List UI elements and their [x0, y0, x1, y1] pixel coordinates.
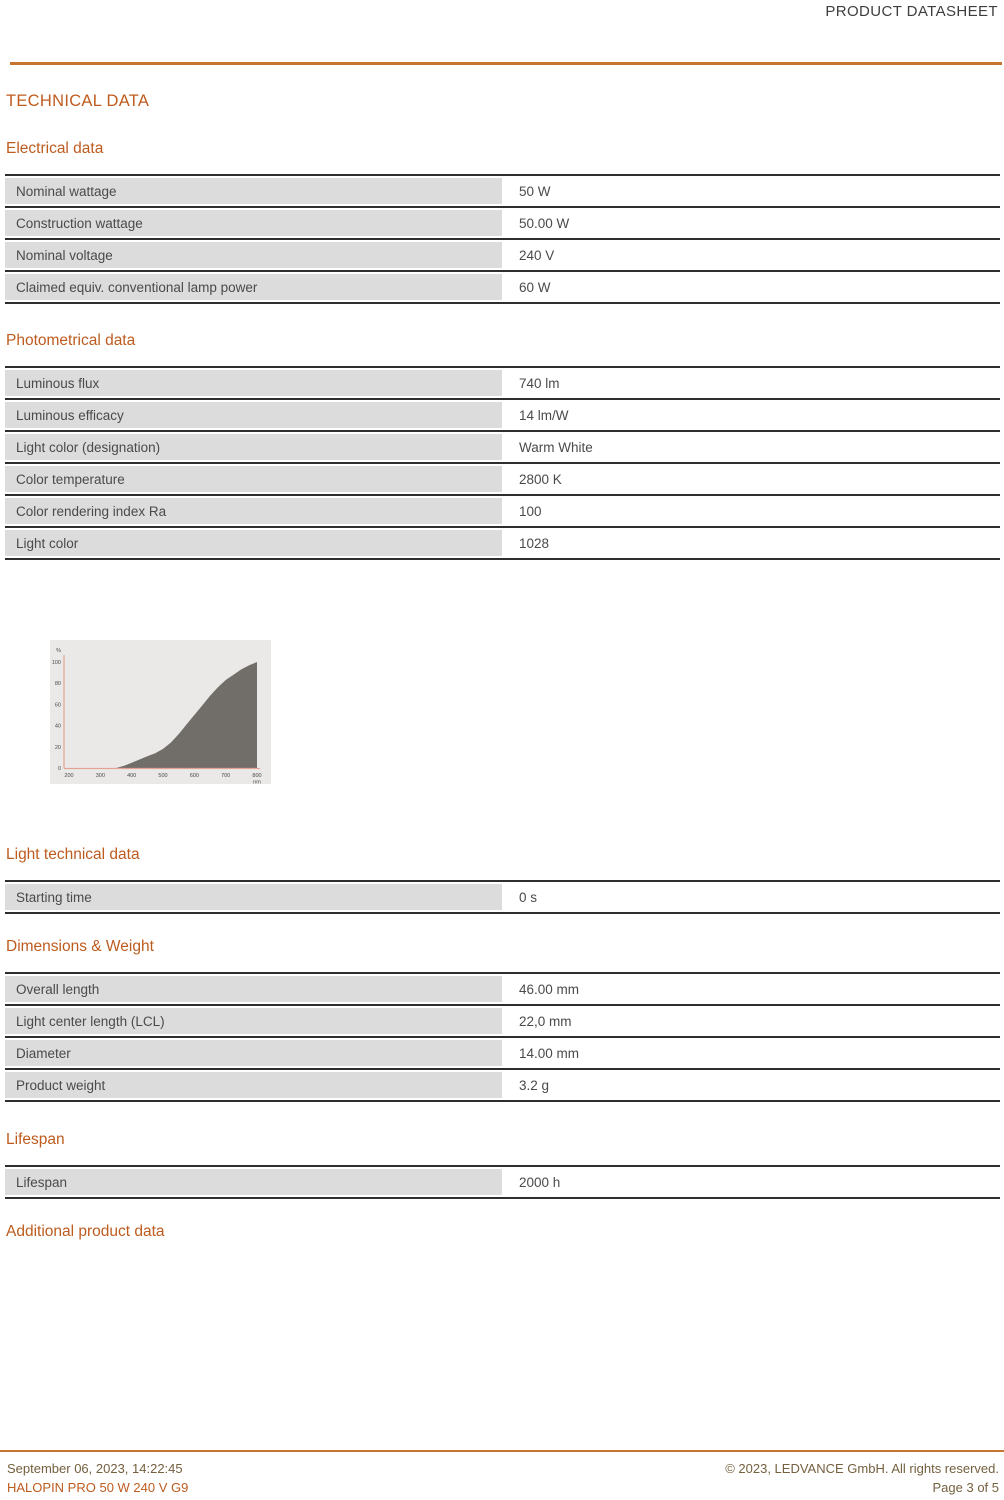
row-value: 60 W	[519, 279, 551, 295]
table-row	[5, 1038, 1000, 1070]
row-label: Product weight	[5, 1072, 502, 1098]
svg-text:400: 400	[127, 773, 137, 779]
section-heading-electrical: Electrical data	[6, 140, 104, 157]
page-footer	[0, 1450, 1004, 1498]
row-value: 3.2 g	[519, 1077, 550, 1093]
svg-text:500: 500	[158, 773, 168, 779]
light-technical-data-table	[5, 880, 1000, 914]
table-row	[5, 176, 1000, 208]
section-additional-product-data	[0, 1223, 1004, 1241]
table-row	[5, 464, 1000, 496]
section-heading-light-technical: Light technical data	[6, 846, 140, 863]
table-row	[5, 1006, 1000, 1038]
row-label: Lifespan	[5, 1169, 502, 1195]
section-light-technical-data	[0, 846, 1004, 914]
table-row	[5, 974, 1000, 1006]
table-row	[5, 1070, 1000, 1102]
row-label: Nominal voltage	[5, 242, 502, 268]
svg-text:800: 800	[252, 773, 262, 779]
row-value: Warm White	[519, 439, 593, 455]
row-label: Color temperature	[5, 466, 502, 492]
row-value: 100	[519, 503, 542, 519]
table-row	[5, 496, 1000, 528]
spectral-chart-svg	[50, 640, 271, 784]
row-value: 14.00 mm	[519, 1045, 580, 1061]
row-value: 14 lm/W	[519, 407, 569, 423]
footer-copyright: © 2023, LEDVANCE GmbH. All rights reserved.	[725, 1461, 999, 1477]
row-label: Luminous flux	[5, 370, 502, 396]
row-value: 0 s	[519, 889, 538, 905]
svg-text:%: %	[56, 648, 61, 654]
section-dimensions-weight	[0, 938, 1004, 1102]
row-value: 2000 h	[519, 1174, 561, 1190]
row-value: 46.00 mm	[519, 981, 580, 997]
section-photometrical-data	[0, 332, 1004, 560]
svg-text:20: 20	[54, 744, 61, 751]
row-value: 50.00 W	[519, 215, 570, 231]
lifespan-table	[5, 1165, 1000, 1199]
electrical-data-table	[5, 174, 1000, 304]
section-heading-additional: Additional product data	[6, 1223, 165, 1240]
row-value: 240 V	[519, 247, 555, 263]
svg-text:700: 700	[221, 773, 231, 779]
photometrical-data-table	[5, 366, 1000, 560]
svg-text:200: 200	[64, 773, 74, 779]
row-label: Light color (designation)	[5, 434, 502, 460]
svg-text:60: 60	[54, 702, 61, 709]
row-label: Color rendering index Ra	[5, 498, 502, 524]
section-heading-lifespan: Lifespan	[6, 1131, 65, 1148]
section-heading-dimensions: Dimensions & Weight	[6, 938, 154, 955]
table-row	[5, 368, 1000, 400]
dimensions-table	[5, 972, 1000, 1102]
row-label: Light center length (LCL)	[5, 1008, 502, 1034]
footer-product-name: HALOPIN PRO 50 W 240 V G9	[7, 1480, 189, 1496]
row-label: Light color	[5, 530, 502, 556]
row-label: Luminous efficacy	[5, 402, 502, 428]
row-value: 22,0 mm	[519, 1013, 572, 1029]
row-value: 1028	[519, 535, 550, 551]
svg-text:100: 100	[51, 660, 61, 666]
svg-text:80: 80	[54, 681, 61, 688]
row-label: Overall length	[5, 976, 502, 1002]
table-row	[5, 528, 1000, 560]
table-row	[5, 208, 1000, 240]
row-value: 2800 K	[519, 471, 562, 487]
section-heading-photometrical: Photometrical data	[6, 332, 136, 349]
section-electrical-data	[0, 140, 1004, 304]
row-value: 740 lm	[519, 375, 560, 391]
row-label: Nominal wattage	[5, 178, 502, 204]
document-type-title: PRODUCT DATASHEET	[825, 3, 998, 20]
table-row	[5, 272, 1000, 304]
row-value: 50 W	[519, 183, 551, 199]
table-row	[5, 432, 1000, 464]
row-label: Construction wattage	[5, 210, 502, 236]
spectral-power-distribution-chart	[50, 640, 271, 784]
svg-text:300: 300	[95, 773, 105, 779]
table-row	[5, 882, 1000, 914]
section-lifespan	[0, 1131, 1004, 1199]
svg-text:nm: nm	[253, 779, 261, 784]
page-title: TECHNICAL DATA	[6, 92, 150, 110]
svg-text:40: 40	[54, 723, 61, 730]
footer-date: September 06, 2023, 14:22:45	[7, 1461, 183, 1477]
row-label: Claimed equiv. conventional lamp power	[5, 274, 502, 300]
table-row	[5, 400, 1000, 432]
footer-page-number: Page 3 of 5	[932, 1480, 999, 1496]
table-row	[5, 1167, 1000, 1199]
row-label: Starting time	[5, 884, 502, 910]
svg-text:600: 600	[189, 773, 199, 779]
svg-text:0: 0	[57, 766, 61, 772]
header-divider-rule	[10, 62, 1002, 65]
row-label: Diameter	[5, 1040, 502, 1066]
table-row	[5, 240, 1000, 272]
